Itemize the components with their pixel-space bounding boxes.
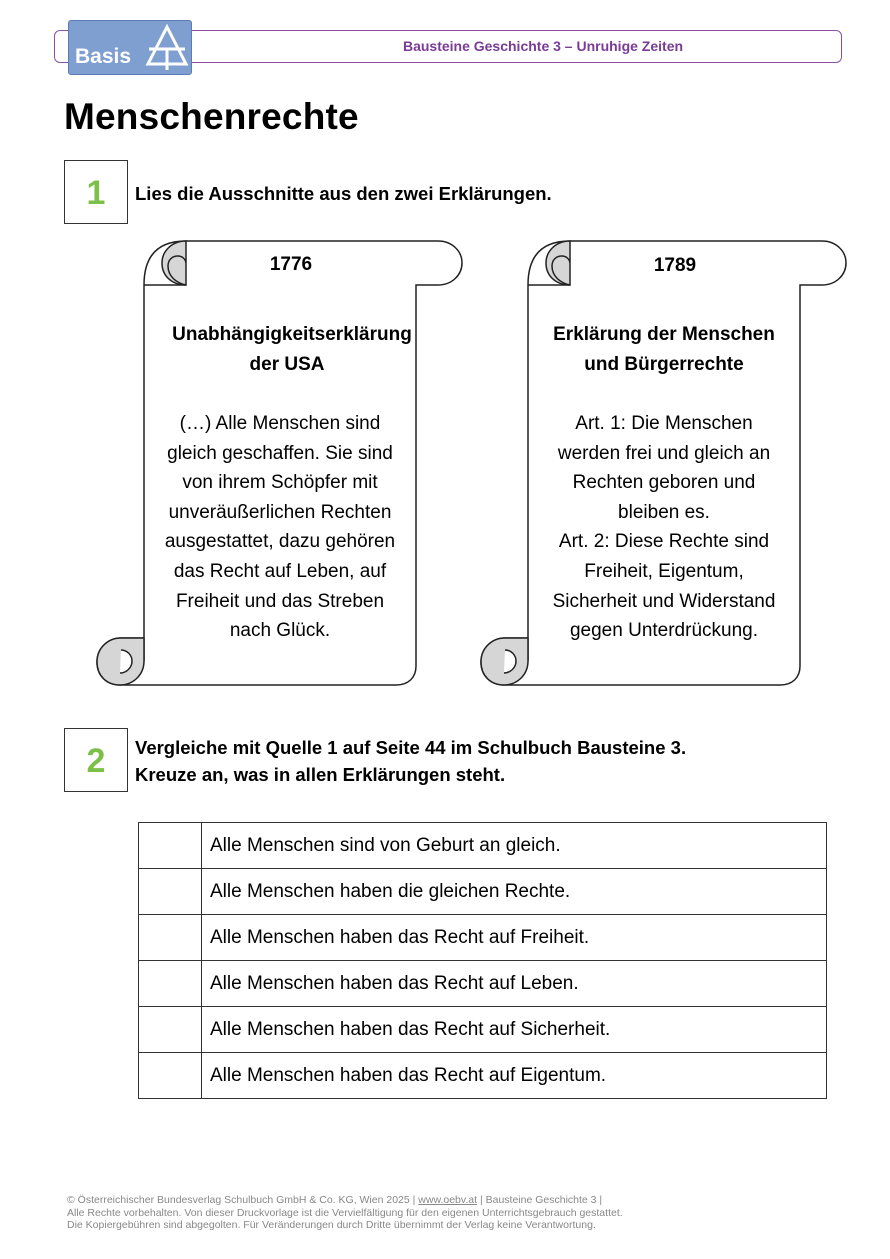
scroll-1776-year: 1776	[269, 254, 313, 275]
scroll-1776-line: von ihrem Schöpfer mit	[182, 472, 378, 494]
scroll-1776-line: ausgestattet, dazu gehören	[164, 531, 396, 553]
checkbox-cell[interactable]	[139, 961, 202, 1007]
scroll-1776-heading-line: Unabhängigkeitserklärung	[172, 324, 412, 345]
scroll-1789-line: Rechten geboren und	[572, 472, 756, 494]
table-row	[139, 869, 827, 915]
task-2-instruction-line: Kreuze an, was in allen Erklärungen steht.	[135, 764, 506, 785]
scroll-1789-year: 1789	[653, 255, 697, 276]
checkbox-cell[interactable]	[139, 915, 202, 961]
scroll-1789-line: gegen Unterdrückung.	[569, 620, 758, 642]
scroll-1776-line: Freiheit und das Streben	[175, 590, 385, 612]
table-row	[139, 1007, 827, 1053]
scroll-1789-heading-line: und Bürgerrechte	[584, 354, 744, 375]
scroll-1789-heading	[532, 320, 796, 380]
task-2-instruction-line: Vergleiche mit Quelle 1 auf Seite 44 im Schulbuch Bausteine 3.	[135, 737, 687, 758]
logo-text: Basis	[75, 45, 132, 68]
checkbox-cell[interactable]	[139, 1007, 202, 1053]
basis-logo	[68, 20, 192, 75]
scroll-1789-line: werden frei und gleich an	[557, 442, 771, 464]
scroll-1776-line: das Recht auf Leben, auf	[173, 560, 387, 582]
scroll-1776-line: gleich geschaffen. Sie sind	[167, 442, 393, 464]
triangle-logo-icon	[145, 24, 189, 72]
scroll-1789-line: Art. 1: Die Menschen	[575, 413, 753, 434]
scroll-1776-text	[148, 409, 412, 646]
scroll-1789-line: Freiheit, Eigentum,	[584, 560, 744, 582]
scroll-1789-line: Art. 2: Diese Rechte sind	[558, 531, 770, 553]
footer-copyright: © Österreichischer Bundesverlag Schulbuch GmbH & Co. KG, Wien 2025 |	[67, 1194, 419, 1206]
scroll-1789-text	[532, 409, 796, 646]
table-row	[139, 1053, 827, 1099]
scroll-1776-line: unveräußerlichen Rechten	[168, 501, 392, 523]
scroll-1789-line: Sicherheit und Widerstand	[552, 590, 776, 612]
scroll-1789-heading-line: Erklärung der Menschen	[553, 324, 775, 345]
scroll-1789-line: bleiben es.	[618, 501, 710, 523]
checkbox-cell[interactable]	[139, 869, 202, 915]
footer-line-1	[67, 1194, 623, 1207]
scroll-1776-line: nach Glück.	[229, 620, 331, 642]
checklist-table	[138, 822, 827, 1099]
footer-book: | Bausteine Geschichte 3 |	[477, 1194, 603, 1206]
table-row	[139, 961, 827, 1007]
scroll-1776-heading-line: der USA	[249, 354, 325, 375]
statement-text: Alle Menschen haben das Recht auf Leben.	[202, 961, 827, 1007]
checkbox-cell[interactable]	[139, 1053, 202, 1099]
scroll-1776-heading	[156, 320, 418, 380]
statement-text: Alle Menschen haben das Recht auf Freiheit.	[202, 915, 827, 961]
statement-text: Alle Menschen sind von Geburt an gleich.	[202, 823, 827, 869]
task-2-number: 2	[64, 728, 128, 792]
table-row	[139, 823, 827, 869]
footer-line-3: Die Kopiergebühren sind abgegolten. Für Veränderungen durch Dritte übernimmt der Verlag keine Verantwortung.	[67, 1219, 596, 1231]
scroll-1789	[480, 238, 848, 688]
statement-text: Alle Menschen haben die gleichen Rechte.	[202, 869, 827, 915]
header-title: Bausteine Geschichte 3 – Unruhige Zeiten	[402, 38, 684, 54]
footer	[67, 1194, 623, 1232]
statement-text: Alle Menschen haben das Recht auf Eigentum.	[202, 1053, 827, 1099]
task-1-number: 1	[64, 160, 128, 224]
checkbox-cell[interactable]	[139, 823, 202, 869]
footer-link[interactable]: www.oebv.at	[418, 1194, 478, 1206]
task-1-instruction: Lies die Ausschnitte aus den zwei Erklärungen.	[135, 183, 552, 204]
task-2-instruction	[135, 734, 686, 788]
scroll-1776-line: (…) Alle Menschen sind	[179, 413, 381, 434]
page-title: Menschenrechte	[64, 96, 359, 137]
statement-text: Alle Menschen haben das Recht auf Sicherheit.	[202, 1007, 827, 1053]
footer-line-2: Alle Rechte vorbehalten. Von dieser Druckvorlage ist die Vervielfältigung für den eigenen Unterrichtsgebrauch gestattet.	[67, 1206, 623, 1219]
scroll-1776	[96, 238, 464, 688]
table-row	[139, 915, 827, 961]
